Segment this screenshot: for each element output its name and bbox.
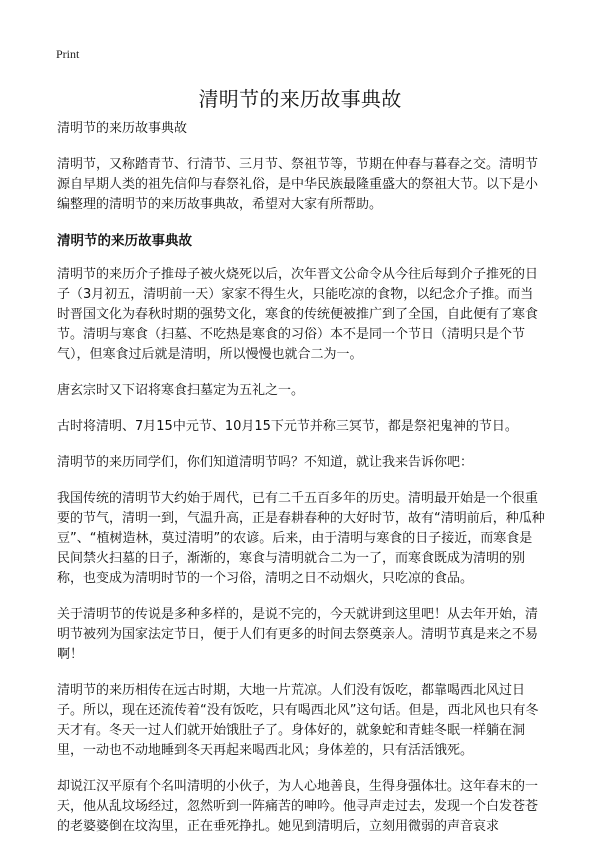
intro-paragraph: 清明节，又称踏青节、行清节、三月节、祭祖节等，节期在仲春与暮春之交。清明节源自早期人类的祖先信仰与春祭礼俗，是中华民族最隆重盛大的祭祖大节。以下是小编整理的清明节的来历故事典故，希望对大家有所帮助。 (57, 157, 539, 212)
paragraph: 清明节的来历介子推母子被火烧死以后，次年晋文公命令从今往后每到介子推死的日子（3月初五，清明前一天）家家不得生火，只能吃凉的食物，以纪念介子推。而当时晋国文化为春秋时期的强势文化，寒食的传统便被推广到了全国，自此便有了寒食节。清明与寒食（扫墓、不吃热是寒食的习俗）本不是同一个节日（清明只是个节气），但寒食过后就是清明，所以慢慢也就合二为一。 (57, 267, 539, 362)
article-subtitle: 清明节的来历故事典故 (57, 121, 188, 136)
print-label[interactable]: Print (56, 47, 80, 61)
article-body (57, 119, 545, 853)
section-heading: 清明节的来历故事典故 (57, 233, 192, 249)
paragraph: 古时将清明、7月15中元节、10月15下元节并称三冥节，都是祭祀鬼神的节日。 (57, 419, 518, 434)
paragraph: 唐玄宗时又下诏将寒食扫墓定为五礼之一。 (57, 383, 305, 398)
page-title: 清明节的来历故事典故 (198, 87, 402, 111)
paragraph: 清明节的来历同学们，你们知道清明节吗？不知道，就让我来告诉你吧： (57, 455, 474, 470)
paragraph: 却说江汉平原有个名叫清明的小伙子，为人心地善良，生得身强体壮。这年春末的一天，他从乱坟场经过，忽然听到一阵痛苦的呻吟。他寻声走过去，发现一个白发苍苍的老婆婆倒在坟沟里，正在垂死挣扎。她见到清明后，立刻用微弱的声音哀求 (57, 779, 539, 834)
paragraph: 我国传统的清明节大约始于周代，已有二千五百多年的历史。清明最开始是一个很重要的节气，清明一到，气温升高，正是春耕春种的大好时节，故有“清明前后，种瓜种豆”、“植树造林，莫过清明”的农谚。后来，由于清明与寒食的日子接近，而寒食是民间禁火扫墓的日子，渐渐的，寒食与清明就合二为一了，而寒食既成为清明的别称，也变成为清明时节的一个习俗，清明之日不动烟火，只吃凉的食品。 (57, 491, 545, 586)
paragraph: 关于清明节的传说是多种多样的，是说不完的，今天就讲到这里吧！从去年开始，清明节被列为国家法定节日，便于人们有更多的时间去祭奠亲人。清明节真是来之不易啊！ (57, 607, 539, 662)
paragraph: 清明节的来历相传在远古时期，大地一片荒凉。人们没有饭吃，都靠喝西北风过日子。所以，现在还流传着“没有饭吃，只有喝西北风”这句话。但是，西北风也只有冬天才有。冬天一过人们就开始饿肚子了。身体好的，就象蛇和青蛙冬眠一样躺在洞里，一动也不动地睡到冬天再起来喝西北风；身体差的，只有活活饿死。 (57, 683, 539, 758)
